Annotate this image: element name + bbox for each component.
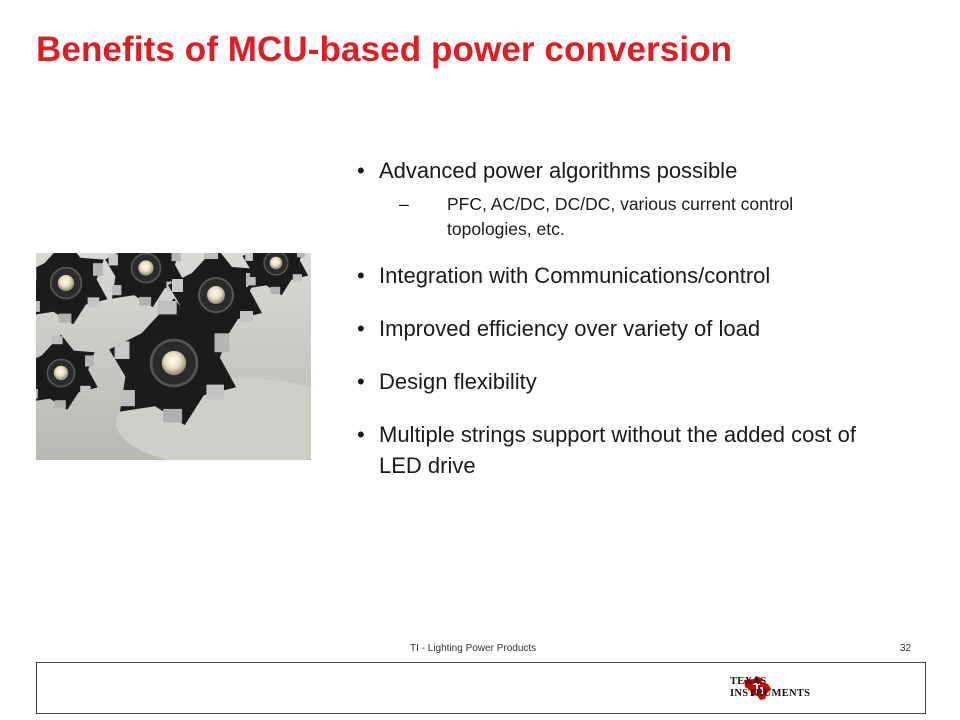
bullet-text: Multiple strings support without the added cost of LED drive [379,422,856,478]
bullet-item [357,366,897,397]
bullet-item [357,260,897,291]
bullet-glyph: • [357,369,365,394]
bullet-glyph: • [357,263,365,288]
logo-line-2: INSTRUMENTS [730,688,811,699]
ti-logo-wordmark [730,676,810,700]
led-board-photo [36,253,311,460]
bullet-text: Improved efficiency over variety of load [379,316,761,341]
bullet-glyph: • [357,316,365,341]
led-star-board-photo-icon [36,253,311,460]
footer-text: TI - Lighting Power Products [410,643,537,654]
slide-title: Benefits of MCU-based power conversion [36,30,733,69]
sub-bullet-text: PFC, AC/DC, DC/DC, various current control topologies, etc. [447,194,794,239]
bullet-text: Integration with Communications/control [379,263,771,288]
sub-bullet-glyph: – [399,194,409,214]
bullet-item [357,313,897,344]
sub-bullet-item [379,192,877,242]
logo-line-1: TEXAS [730,676,767,687]
bullet-item [357,419,897,481]
page-number: 32 [900,643,912,654]
bullet-item [357,155,897,242]
bullet-glyph: • [357,422,365,447]
bullet-glyph: • [357,158,365,183]
bullet-text: Advanced power algorithms possible [379,158,738,183]
bullet-list [357,155,897,503]
bullet-text: Design flexibility [379,369,537,394]
